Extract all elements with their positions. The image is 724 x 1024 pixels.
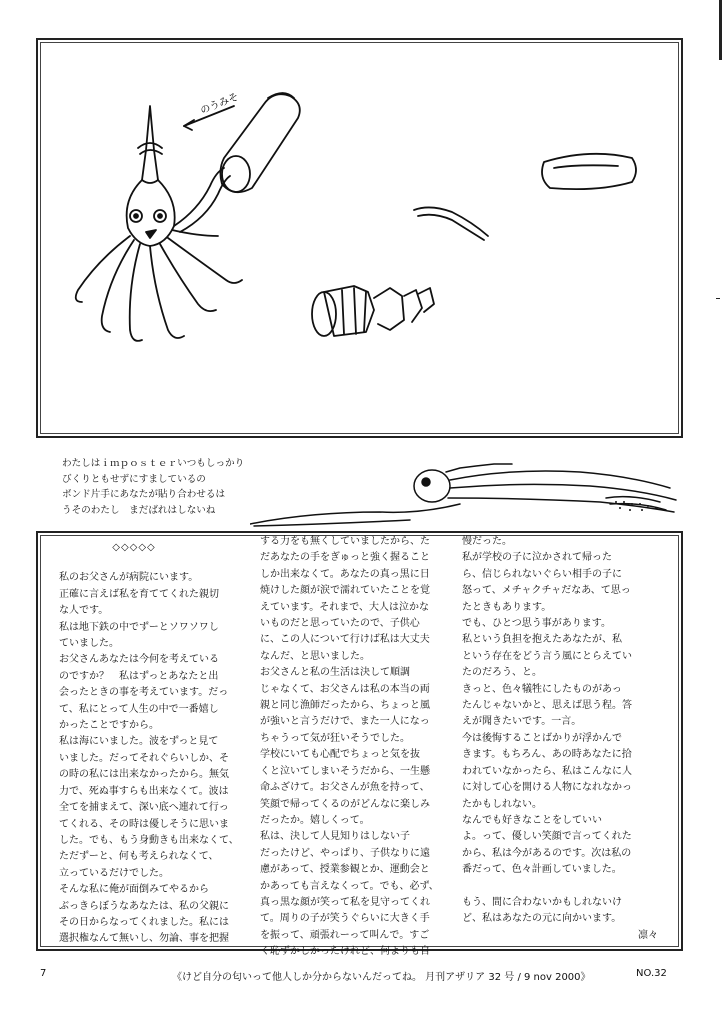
article-line: だあなたの手をぎゅっと強く握ること — [260, 552, 430, 564]
article-line: の時の私には出来なかったから。無気 — [59, 769, 229, 781]
article-line: たかもしれない。 — [462, 798, 542, 810]
article-line: 笑顔で帰ってくるのがどんなに楽しみ — [260, 798, 430, 810]
article-line: 真っ黒な顔が笑って私を見守ってくれ — [260, 896, 430, 908]
article-line: えています。それまで、大人は泣かな — [260, 601, 429, 613]
article-heading: ◇◇◇◇◇ — [112, 542, 156, 553]
article-line: だったけど、やっぱり、子供なりに遠 — [260, 847, 430, 859]
article-line: 私は海にいました。波をずっと見て — [59, 736, 219, 748]
article-line: きっと、色々犠牲にしたものがあっ — [462, 683, 622, 695]
article-line: きます。もちろん、あの時あなたに拾 — [462, 749, 632, 761]
footer-caption: 《けど自分の匂いって他人しか分からないんだってね。 月刊アザリア 32 号 / 9 nov 2000》 — [172, 972, 591, 983]
article-line: たときもあります。 — [462, 601, 552, 613]
page-edge-tick — [716, 298, 720, 299]
article-line: えが聞きたいです。一言。 — [462, 716, 582, 728]
article-blank-line — [462, 879, 662, 895]
article-line: から、私は今があるのです。次は私の — [462, 847, 632, 859]
article-line: 正確に言えば私を育ててくれた親切 — [59, 588, 219, 600]
issue-number: NO.32 — [636, 968, 667, 979]
article-line: お父さんあなたは今何を考えている — [59, 654, 219, 666]
article-line: ら、信じられないぐらい相手の子に — [462, 568, 622, 580]
article-line: だったか。嬉しくって。 — [260, 814, 370, 826]
article-line: 選択権なんて無いし、勿論、事を把握 — [59, 933, 229, 945]
article-line: 命ふざけて。お父さんが魚を持って、 — [260, 782, 430, 794]
article-column-3 — [462, 534, 662, 944]
article-line: 私という負担を抱えたあなたが、私 — [462, 634, 622, 646]
article-line: 立っているだけでした。 — [59, 867, 169, 879]
article-line: 私が学校の子に泣かされて帰った — [462, 552, 612, 564]
article-line: その日からなってくれました。私には — [59, 916, 229, 928]
article-line: よ。って、優しい笑顔で言ってくれた — [462, 831, 632, 843]
article-line: ど、私はあなたの元に向かいます。 — [462, 913, 622, 925]
article-line: 焼けした顔が涙で濡れていたことを覚 — [260, 585, 430, 597]
squid-mantle — [142, 106, 158, 183]
article-line: 慮があって、授業参観とか、運動会と — [260, 864, 430, 876]
article-line: いものだと思っていたので、子供心 — [260, 618, 420, 630]
article-line: 力で、死ぬ事すらも出来なくて。波は — [59, 785, 229, 797]
article-line: ちゃうって気が狂いそうでした。 — [260, 732, 410, 744]
article-line: 私は地下鉄の中でずーとソワソワし — [59, 621, 219, 633]
article-line: て、私にとって人生の中で一番嬉し — [59, 703, 219, 715]
article-line: いました。だってそれぐらいしか、そ — [59, 752, 229, 764]
article-line: そんな私に俺が面倒みてやるから — [59, 884, 209, 896]
illustration-frame — [36, 38, 683, 438]
article-line: が強いと言うだけで、また一人になっ — [260, 716, 430, 728]
article-line: く恥ずかしかったけれど、何よりも自 — [260, 946, 430, 958]
article-line: もう、間に合わないかもしれないけ — [462, 896, 622, 908]
article-line: くと泣いてしまいそうだから、一生懸 — [260, 765, 430, 777]
article-line: する力をも無くしていましたから、た — [260, 536, 430, 547]
article-line: ていました。 — [59, 638, 119, 650]
intro-line: うそのわたし まだばれはしないね — [62, 504, 216, 516]
article-line: のですか？ 私はずっとあなたと出 — [59, 670, 219, 682]
brain-annotation: のうみそ — [199, 91, 241, 117]
intro-line: びくりともせずにすましているの — [62, 473, 206, 485]
article-line: なんだ、と思いました。 — [260, 650, 370, 662]
intro-line: ボンド片手にあなたが貼り合わせるは — [62, 489, 226, 500]
article-line: お父さんと私の生活は決して順調 — [260, 667, 410, 679]
article-line: かあっても言えなくって。でも、必ず、 — [260, 880, 439, 892]
squid-illustration — [38, 40, 681, 436]
article-line: しか出来なくて。あなたの真っ黒に日 — [260, 568, 430, 580]
article-line: 怒って、メチャクチャだなあ、て思っ — [462, 585, 631, 597]
article-line: われていなかったら、私はこんなに人 — [462, 765, 632, 777]
article-line: を振って、頑張れーって叫んで。すご — [260, 929, 430, 941]
article-line: 番だって、色々計画していました。 — [462, 864, 622, 876]
article-line: て。周りの子が笑うぐらいに大きく手 — [260, 913, 430, 925]
article-line: でも、ひとつ思う事があります。 — [462, 618, 611, 630]
article-line: 全てを捕まえて、深い底へ連れて行っ — [59, 802, 229, 814]
article-line: 私は、決して人見知りはしない子 — [260, 831, 410, 843]
article-column-1 — [59, 540, 259, 948]
article-column-2 — [260, 534, 460, 961]
article-line: に、この人について行けば私は大丈夫 — [260, 634, 430, 646]
article-line: ぶっきらぼうなあなたは、私の父親に — [59, 900, 229, 912]
article-line: 慢だった。 — [462, 536, 512, 547]
article-line: なんでも好きなことをしていい — [462, 814, 602, 826]
article-line: たのだろう、と。 — [462, 667, 542, 679]
article-line: 私のお父さんが病院にいます。 — [59, 572, 199, 584]
article-line: 会ったときの事を考えています。だっ — [59, 687, 229, 699]
lying-squid-illustration — [250, 458, 680, 528]
page-edge-mark — [719, 0, 722, 60]
article-line: に対して心を開ける人物になれなかっ — [462, 782, 632, 794]
article-line: 親と同じ漁師だったから、ちょっと風 — [260, 700, 430, 712]
article-line: じゃなくて、お父さんは私の本当の両 — [260, 683, 430, 695]
article-line: たんじゃないかと、思えば思う程。答 — [462, 700, 632, 712]
article-line: 今は後悔することばかりが浮かんで — [462, 732, 622, 744]
article-line: な人です。 — [59, 605, 109, 617]
author-signature: 凛々 — [638, 929, 658, 941]
article-line: 学校にいても心配でちょっと気を抜 — [260, 749, 420, 761]
article-line: ただずーと、何も考えられなくて、 — [59, 851, 219, 863]
article-line: した。でも、もう身動きも出来なくて、 — [59, 834, 239, 846]
intro-line: わたしはｉｍｐｏｓｔｅｒいつもしっかり — [62, 458, 245, 469]
page-number: 7 — [40, 968, 47, 979]
article-line: かったことですから。 — [59, 720, 159, 732]
article-line: てくれる、その時は優しそうに思いま — [59, 818, 229, 830]
article-line: という存在をどう言う風にとらえてい — [462, 650, 632, 662]
